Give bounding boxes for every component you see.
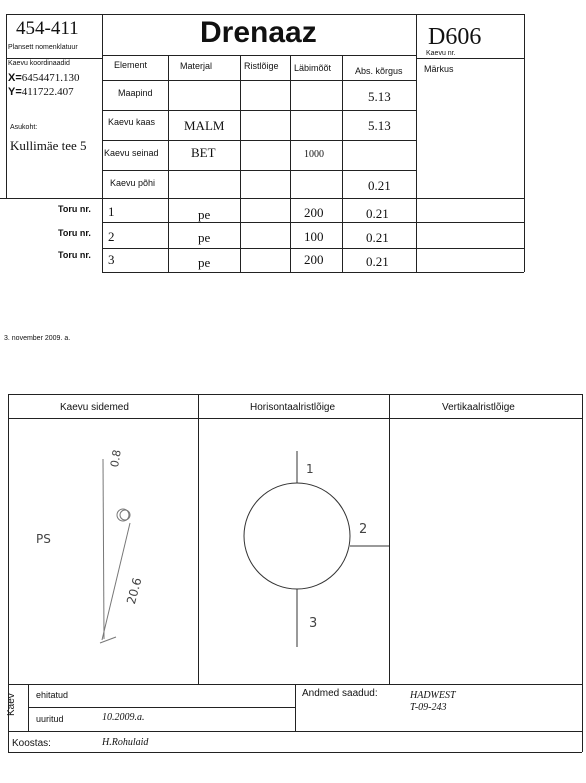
- pipe-diameter: 100: [304, 229, 324, 244]
- pipe-height: 0.21: [366, 230, 389, 245]
- composed-label: Koostas:: [12, 738, 51, 749]
- composed-value: H.Rohulaid: [102, 737, 149, 748]
- measured-value: 10.2009.a.: [102, 712, 145, 723]
- data-from-value: HADWEST: [410, 690, 456, 701]
- col-header-material: Materjal: [180, 61, 213, 71]
- connections-sketch: [8, 419, 198, 684]
- pipe-number: 3: [108, 252, 115, 267]
- sketch-note-n2: 20.6: [124, 576, 145, 606]
- row-height-value: 0.21: [368, 178, 391, 193]
- pipe-material: pe: [198, 207, 211, 222]
- pipe-number: 2: [108, 229, 115, 244]
- sketch-header-vertical: Vertikaalristlõige: [442, 402, 515, 413]
- sheet-number: 454-411: [16, 18, 79, 39]
- coord-y: [8, 86, 74, 98]
- pipe-diameter: 200: [304, 252, 324, 267]
- coord-x: [8, 72, 80, 84]
- row-element-label: Maapind: [118, 88, 153, 98]
- built-label: ehitatud: [36, 690, 69, 700]
- sketch-note-n1: 0.8: [108, 448, 124, 469]
- pipe-label-1: 1: [306, 462, 314, 476]
- row-element-label: Kaevu kaas: [108, 117, 156, 127]
- sketch-line: [102, 523, 130, 640]
- pipe-row-label: Toru nr.: [58, 228, 91, 238]
- coord-y-label: Y=: [8, 86, 22, 98]
- sketch-header-horizontal: Horisontaalristlõige: [250, 402, 336, 413]
- col-header-diameter: Läbimõõt: [294, 63, 332, 73]
- col-header-section: Ristlõige: [244, 61, 279, 71]
- document-date: 3. november 2009. a.: [4, 335, 71, 342]
- pipe-label-3: 3: [309, 616, 318, 631]
- pipe-height: 0.21: [366, 206, 389, 221]
- location-label: Asukoht:: [10, 124, 38, 131]
- measured-label: uuritud: [36, 714, 64, 724]
- coord-y-value: 411722.407: [21, 86, 74, 98]
- col-header-element: Element: [114, 60, 148, 70]
- coord-x-label: X=: [8, 72, 22, 84]
- sketch-line: [103, 459, 104, 639]
- well-id-label: Kaevu nr.: [426, 50, 456, 57]
- well-id: D606: [428, 24, 482, 50]
- location-value: Kullimäe tee 5: [10, 138, 87, 153]
- data-from-value-2: T-09-243: [410, 702, 447, 713]
- coords-label: Kaevu koordinaadid: [8, 60, 70, 67]
- pipe-row-label: Toru nr.: [58, 250, 91, 260]
- row-height-value: 5.13: [368, 89, 391, 104]
- pipe-material: pe: [198, 230, 211, 245]
- row-material-value: BET: [191, 145, 216, 160]
- footer-side-label: Kaev: [6, 693, 17, 716]
- sketch-header-connections: Kaevu sidemed: [60, 402, 129, 413]
- row-element-label: Kaevu seinad: [104, 148, 159, 158]
- row-element-label: Kaevu põhi: [110, 178, 156, 188]
- data-from-label: Andmed saadud:: [302, 688, 378, 699]
- pipe-diameter: 200: [304, 205, 324, 220]
- coord-x-value: 6454471.130: [21, 72, 80, 84]
- pipe-height: 0.21: [366, 254, 389, 269]
- sketch-note-ps: PS: [36, 532, 51, 546]
- pipe-label-2: 2: [359, 522, 368, 537]
- row-material-value: MALM: [184, 118, 225, 133]
- row-diameter-value: 1000: [304, 149, 324, 160]
- pipe-row-label: Toru nr.: [58, 204, 91, 214]
- col-header-height: Abs. kõrgus: [355, 66, 403, 76]
- pipe-material: pe: [198, 255, 211, 270]
- col-header-remark: Märkus: [424, 64, 454, 74]
- horizontal-section-drawing: [199, 419, 389, 684]
- sheet-label: Plansett nomenklatuur: [8, 44, 78, 51]
- pipe-number: 1: [108, 204, 115, 219]
- row-height-value: 5.13: [368, 118, 391, 133]
- page-title: Drenaaz: [200, 16, 317, 49]
- well-circle: [244, 483, 350, 589]
